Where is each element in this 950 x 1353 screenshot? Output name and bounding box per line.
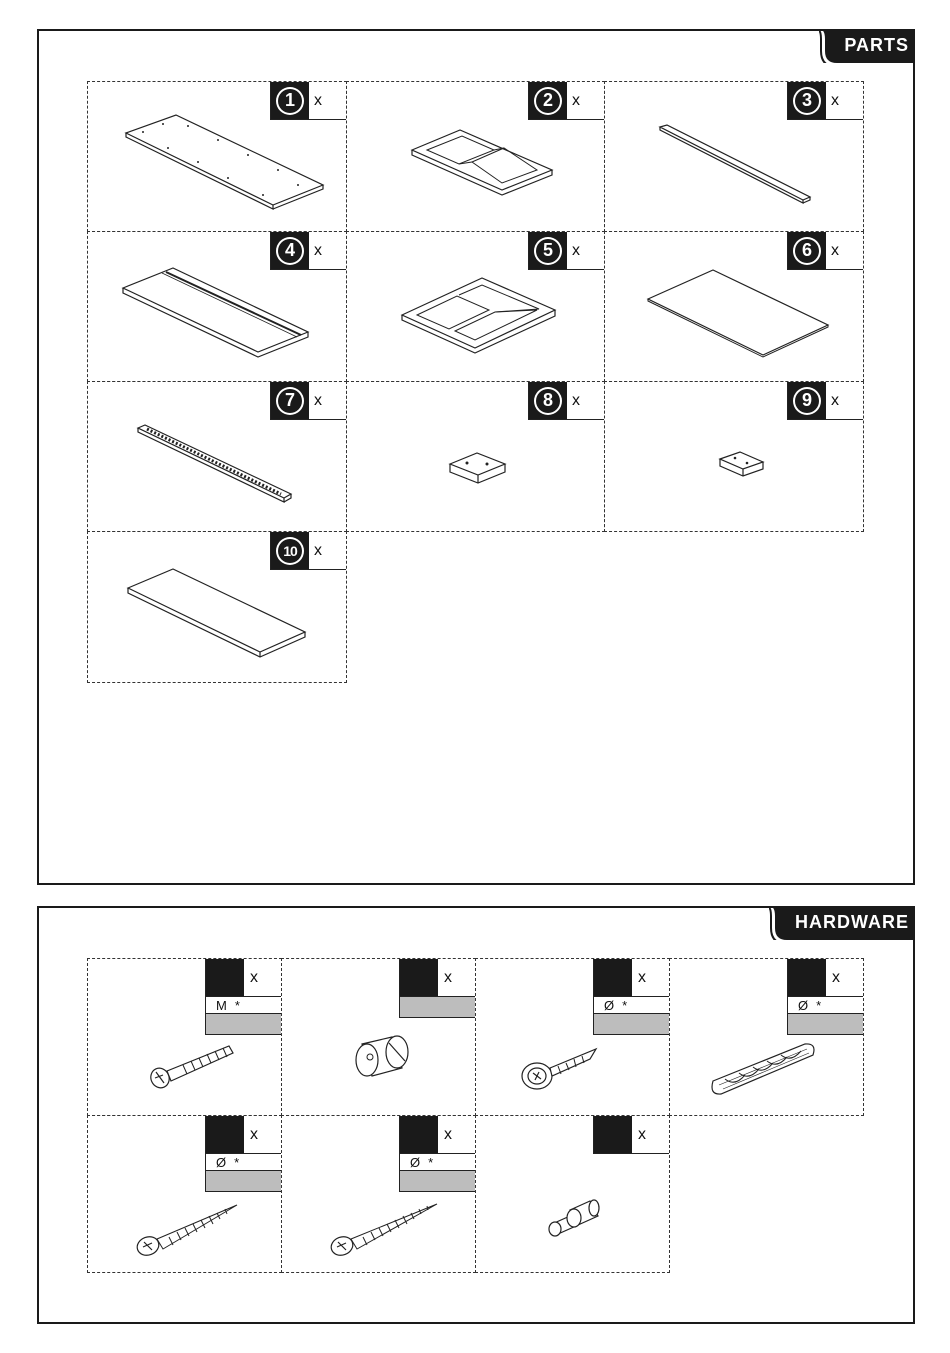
shelf-board-icon [123,564,313,664]
part-cell-7 [87,381,347,532]
part-number: 4 [278,239,302,263]
hardware-badge [205,959,281,1035]
part-number: 8 [536,389,560,413]
part-cell-6 [604,231,864,382]
size-value: * [622,997,628,1013]
part-qty: x [831,391,839,409]
part-number-badge [787,82,863,120]
parts-tab [819,29,915,63]
wood-screw-icon [327,1201,442,1261]
part-number-badge [270,382,346,420]
small-block-icon [717,449,767,479]
size-value: * [816,997,822,1013]
part-number: 3 [795,89,819,113]
frame-icon [402,122,562,197]
hardware-qty: x [444,1125,452,1143]
part-number: 10 [278,539,302,563]
size-value: * [234,1154,240,1170]
hardware-badge [593,959,669,1035]
part-cell-8 [346,381,605,532]
hardware-cell-4 [669,958,864,1116]
hardware-title: HARDWARE [795,912,909,932]
hardware-qty: x [250,1125,258,1143]
size-prefix: Ø [798,997,809,1013]
cam-lock-icon [347,1031,417,1081]
slotted-rail-icon [133,422,298,507]
size-prefix: M [216,997,227,1013]
rail-icon [655,122,815,207]
size-value: * [428,1154,434,1170]
hardware-size [400,1153,475,1170]
wood-screw-icon [133,1201,243,1261]
hardware-cell-6 [281,1115,476,1273]
hardware-cell-2 [281,958,476,1116]
part-qty: x [314,391,322,409]
size-prefix: Ø [604,997,615,1013]
hardware-cell-7 [475,1115,670,1273]
bolt-icon [143,1039,238,1094]
part-cell-5 [346,231,605,382]
hardware-cell-3 [475,958,670,1116]
part-cell-2 [346,81,605,232]
hardware-size [788,996,863,1013]
part-cell-3 [604,81,864,232]
part-cell-10 [87,531,347,683]
block-icon [447,450,509,488]
hardware-size [206,1153,281,1170]
part-number-badge [528,232,604,270]
part-number: 1 [278,89,302,113]
hardware-cell-1 [87,958,282,1116]
hardware-qty: x [638,1125,646,1143]
shelf-pin-icon [544,1196,604,1241]
part-qty: x [314,241,322,259]
wood-dowel-icon [705,1039,820,1101]
part-cell-1 [87,81,347,232]
part-qty: x [572,91,580,109]
part-number-badge [787,232,863,270]
hardware-cell-5 [87,1115,282,1273]
part-qty: x [572,241,580,259]
hardware-size [206,996,281,1013]
part-qty: x [831,91,839,109]
part-number: 6 [795,239,819,263]
size-prefix: Ø [216,1154,227,1170]
part-cell-9 [604,381,864,532]
washer-screw-icon [518,1044,603,1099]
hardware-qty: x [638,968,646,986]
part-qty: x [314,541,322,559]
size-prefix: Ø [410,1154,421,1170]
part-number: 5 [536,239,560,263]
hardware-tab [769,906,915,940]
part-number-badge [528,382,604,420]
part-qty: x [572,391,580,409]
hardware-badge [205,1116,281,1192]
hardware-qty: x [832,968,840,986]
part-number-badge [528,82,604,120]
part-number: 2 [536,89,560,113]
grooved-panel-icon [118,260,313,365]
hardware-qty: x [250,968,258,986]
panel-board-icon [118,110,328,220]
frame-icon [397,270,562,358]
hardware-badge [593,1116,669,1154]
part-number-badge [787,382,863,420]
back-panel-icon [645,267,835,362]
part-number: 9 [795,389,819,413]
part-qty: x [831,241,839,259]
part-number: 7 [278,389,302,413]
size-value: * [234,997,240,1013]
hardware-badge [399,1116,475,1192]
hardware-qty: x [444,968,452,986]
part-qty: x [314,91,322,109]
parts-title: PARTS [844,35,909,55]
hardware-badge [787,959,863,1035]
hardware-badge [399,959,475,1018]
hardware-size [594,996,669,1013]
part-cell-4 [87,231,347,382]
